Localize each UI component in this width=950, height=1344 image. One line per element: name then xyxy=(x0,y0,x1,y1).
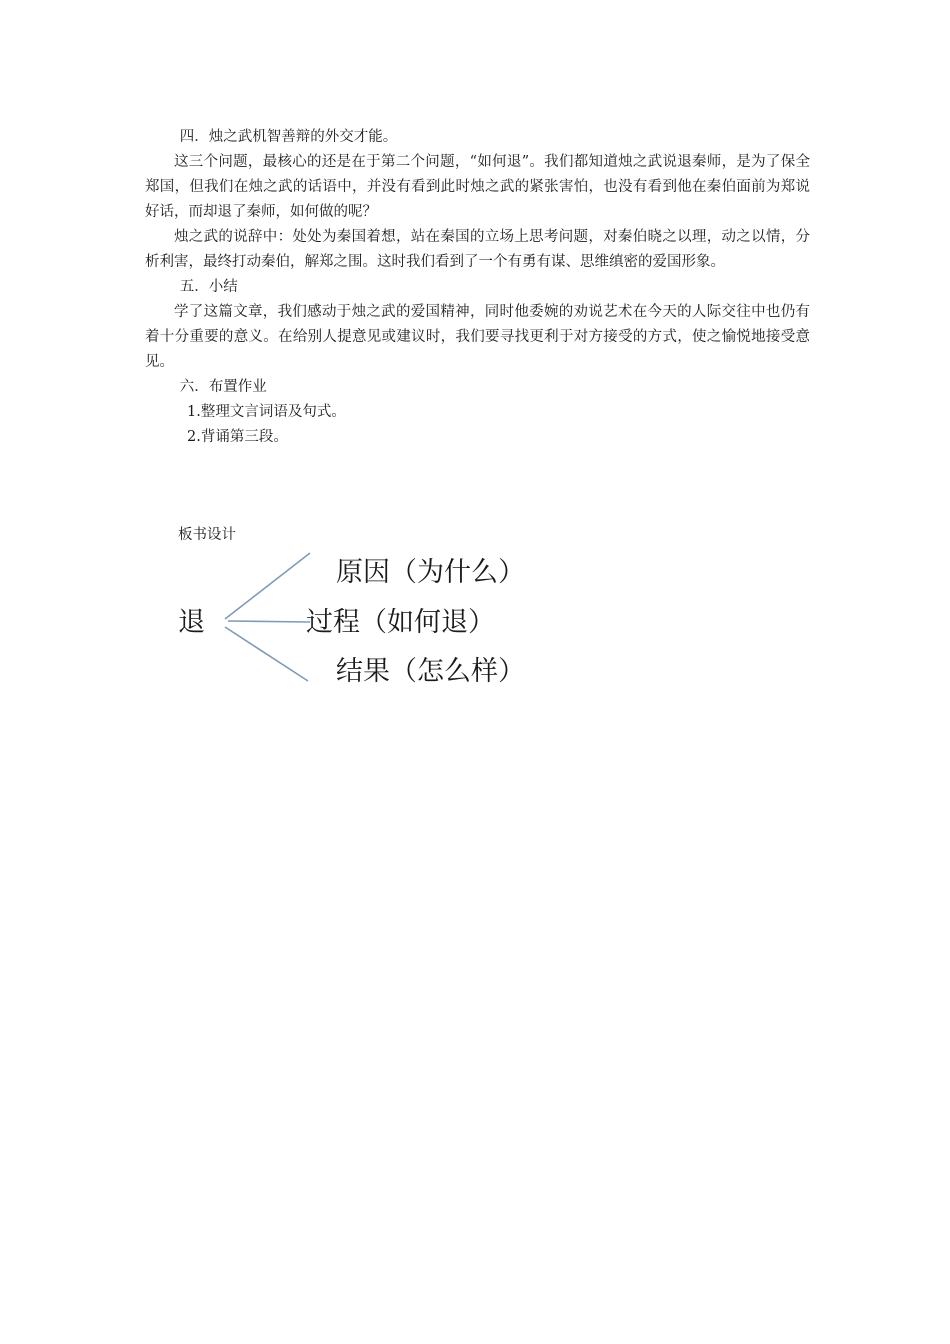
branch-line-bottom xyxy=(225,627,308,681)
branch-line-middle xyxy=(228,621,310,622)
homework-item-1: 1.整理文言词语及句式。 xyxy=(187,404,346,420)
section-4-heading: 四．烛之武机智善辩的外交才能。 xyxy=(179,129,398,145)
board-branch-reason: 原因（为什么） xyxy=(336,557,525,588)
board-branch-process: 过程（如何退） xyxy=(306,607,495,638)
document-body xyxy=(145,125,810,450)
paragraph-summary: 学了这篇文章，我们感动于烛之武的爱国精神，同时他委婉的劝说艺术在今天的人际交往中也仍有着十分重要的意义。在给别人提意见或建议时，我们要寻找更利于对方接受的方式，使之愉悦地接受意见。 xyxy=(145,304,810,370)
board-design-diagram xyxy=(170,545,590,695)
board-main-word: 退 xyxy=(178,607,205,638)
paragraph-how-retreat: 这三个问题，最核心的还是在于第二个问题，“如何退”。我们都知道烛之武说退秦师，是为了保全郑国，但我们在烛之武的话语中，并没有看到此时烛之武的紧张害怕，也没有看到他在秦伯面前为郑说好话，而却退了秦师，如何做的呢？ xyxy=(145,154,810,220)
branch-line-top xyxy=(225,553,310,619)
board-design-label: 板书设计 xyxy=(178,527,236,543)
homework-item-2: 2.背诵第三段。 xyxy=(187,429,288,445)
section-5-heading: 五．小结 xyxy=(179,279,238,295)
board-branch-result: 结果（怎么样） xyxy=(336,656,525,687)
paragraph-speech-analysis: 烛之武的说辞中：处处为秦国着想，站在秦国的立场上思考问题，对秦伯晓之以理，动之以情，分析利害，最终打动秦伯，解郑之围。这时我们看到了一个有勇有谋、思维缜密的爱国形象。 xyxy=(145,229,810,270)
section-6-heading: 六．布置作业 xyxy=(179,379,267,395)
